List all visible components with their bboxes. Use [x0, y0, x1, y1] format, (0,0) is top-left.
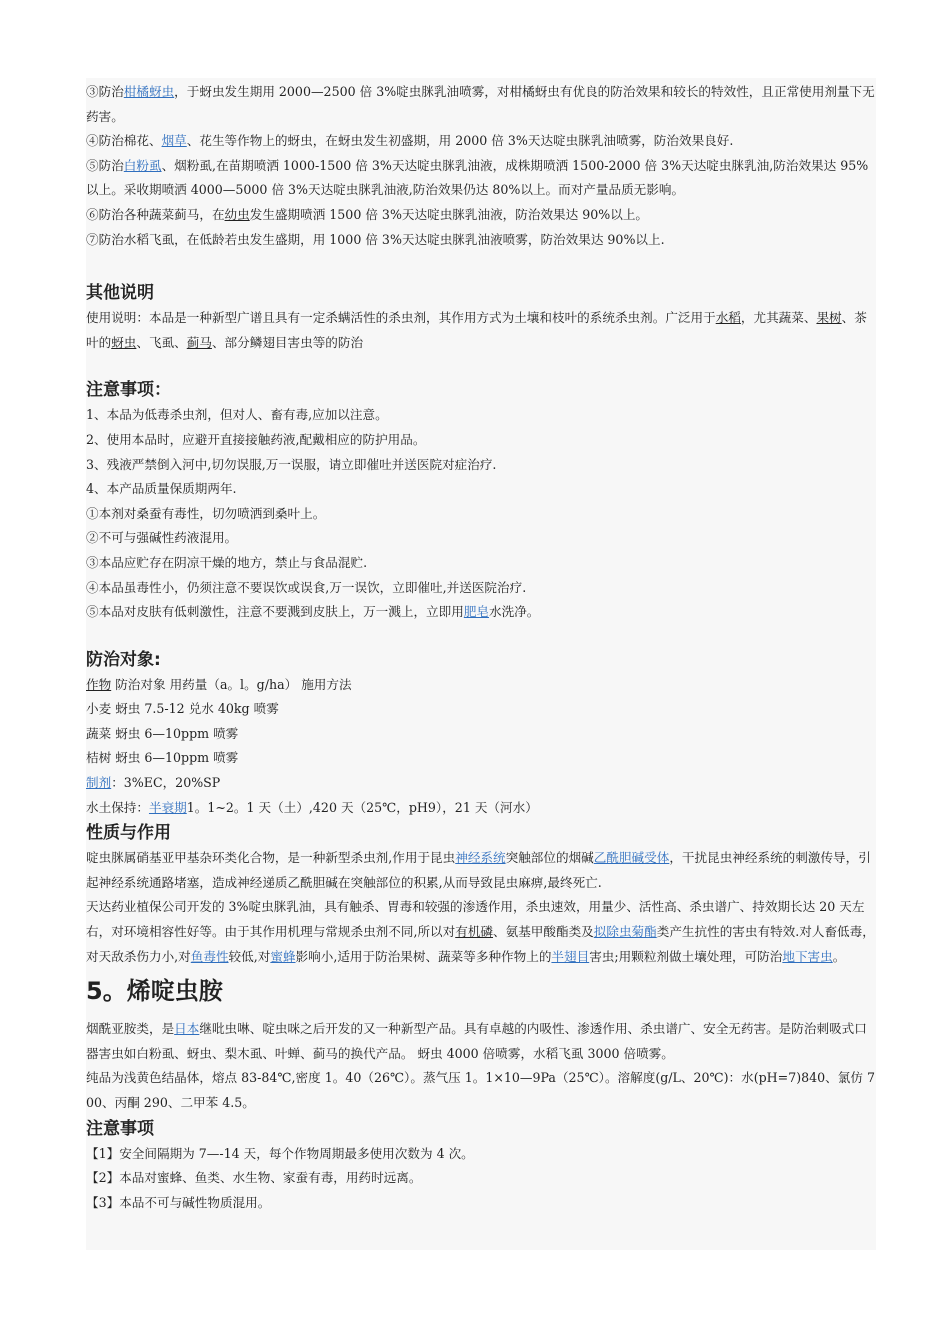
text-run: 桔树 蚜虫 6—10ppm 喷雾	[86, 750, 239, 766]
text-run: ：3%EC，20%SP	[111, 775, 221, 791]
section-cautions-2	[86, 1116, 876, 1216]
hyperlink[interactable]: 半翅目	[551, 948, 590, 964]
hyperlink[interactable]: 肥皂	[463, 604, 489, 620]
paragraph	[86, 846, 876, 895]
hyperlink[interactable]: 乙酰胆碱受体	[593, 850, 670, 866]
paragraph	[86, 746, 876, 771]
text-run: 、茶叶的	[86, 310, 867, 350]
text-run: 啶虫脒属硝基亚甲基杂环类化合物，是一种新型杀虫剂,作用于昆虫	[86, 850, 456, 866]
underlined-term: 作物	[86, 676, 112, 692]
underlined-term: 幼虫	[224, 206, 250, 222]
heading-cautions: 注意事项：	[86, 380, 171, 401]
underlined-term: 有机磷	[455, 924, 494, 940]
section-cautions	[86, 377, 876, 624]
section-nature	[86, 820, 876, 969]
hyperlink[interactable]: 半衰期	[148, 799, 187, 815]
paragraph	[86, 1166, 876, 1191]
text-run: 4、本产品质量保质期两年.	[86, 481, 237, 497]
text-run: 继吡虫啉、啶虫咪之后开发的又一种新型产品。具有卓越的内吸性、渗透作用、杀虫谱广、安全无药害。是防治刺吸式口器害虫如白粉虱、蚜虫、梨木虱、叶蝉、蓟马的换代产品。 蚜虫 4000 倍喷雾，水稻飞虱 3000 倍喷雾。	[86, 1021, 867, 1061]
paragraph	[86, 306, 876, 355]
text-run: 发生盛期喷洒 1500 倍 3%天达啶虫脒乳油液，防治效果达 90%以上。	[249, 206, 649, 222]
paragraph	[86, 796, 876, 821]
hyperlink[interactable]: 鱼毒性	[190, 948, 229, 964]
paragraph	[86, 771, 876, 796]
paragraph	[86, 600, 876, 625]
text-run: 、部分鳞翅目害虫等的防治	[211, 334, 364, 350]
text-run: 类产生抗性的害虫有特效.对人畜低毒，对天敌杀伤力小,对	[86, 924, 875, 964]
text-run: 【3】本品不可与碱性物质混用。	[86, 1194, 271, 1210]
paragraph	[86, 453, 876, 478]
paragraph	[86, 576, 876, 601]
paragraph	[86, 403, 876, 428]
underlined-term: 果树	[816, 310, 842, 326]
text-run: ⑤本品对皮肤有低刺激性，注意不要溅到皮肤上，万一溅上，立即用	[86, 604, 464, 620]
text-run: 、飞虱、	[136, 334, 187, 350]
hyperlink[interactable]: 拟除虫菊酯	[593, 924, 657, 940]
document-content	[86, 78, 876, 1215]
underlined-term: 水稻	[715, 310, 741, 326]
text-run: 突触部位的烟碱	[505, 850, 594, 866]
paragraph	[86, 477, 876, 502]
paragraph	[86, 551, 876, 576]
text-run: ，于蚜虫发生期用 2000—2500 倍 3%啶虫脒乳油喷雾，对柑橘蚜虫有优良的防治效果和较长的特效性，且正常使用剂量下无药害。	[86, 84, 875, 124]
paragraph	[86, 502, 876, 527]
text-run: 。	[832, 948, 846, 964]
section-usage-continued	[86, 78, 876, 252]
text-run: 、氨基甲酸酯类及	[493, 924, 594, 940]
underlined-term: 蚜虫	[111, 334, 137, 350]
text-run: ，尤其蔬菜、	[740, 310, 817, 326]
hyperlink[interactable]: 制剂	[86, 775, 112, 791]
paragraph	[86, 895, 876, 969]
heading-nitenpyram: 5。烯啶虫胺	[86, 977, 223, 1006]
hyperlink[interactable]: 柑橘蚜虫	[123, 84, 175, 99]
paragraph	[86, 1191, 876, 1216]
underlined-term: 蓟马	[186, 334, 212, 350]
paragraph	[86, 1066, 876, 1115]
paragraph	[86, 129, 876, 154]
text-run: 烟酰亚胺类，是	[86, 1021, 175, 1037]
text-run: 1。1~2。1 天（土）,420 天（25℃，pH9），21 天（河水）	[186, 799, 538, 815]
text-run: 天达药业植保公司开发的 3%啶虫脒乳油，具有触杀、胃毒和较强的渗透作用，杀虫速效，用量少、活性高、杀虫谱广、持效期长达 20 天左右，对环境相容性好等。由于其作用机理与常规杀虫剂不同,所以对	[86, 899, 865, 940]
text-run: 【2】本品对蜜蜂、鱼类、水生物、家蚕有毒，用药时远离。	[86, 1170, 422, 1186]
text-run: 纯品为浅黄色结晶体，熔点 83-84℃,密度 1。40（26℃）。蒸气压 1。1×10—9Pa（25℃）。溶解度(g/L、20℃)：水(pH=7)840、氯仿 700、丙酮 290、二甲苯 4.5。	[86, 1070, 875, 1110]
paragraph	[86, 428, 876, 453]
hyperlink[interactable]: 地下害虫	[782, 948, 833, 964]
text-run: 1、本品为低毒杀虫剂，但对人、畜有毒,应加以注意。	[86, 407, 388, 423]
heading-other-notes: 其他说明	[86, 283, 154, 304]
document-page	[86, 78, 876, 1250]
paragraph	[86, 526, 876, 551]
text-run: ④防治棉花、	[86, 133, 162, 149]
heading-cautions-2: 注意事项	[86, 1118, 154, 1139]
hyperlink[interactable]: 白粉虱	[123, 157, 162, 173]
heading-targets: 防治对象:	[86, 649, 161, 670]
section-nitenpyram	[86, 973, 876, 1115]
text-run: 水洗净。	[489, 604, 540, 620]
text-run: ，干扰昆虫神经系统的刺激传导，引起神经系统通路堵塞，造成神经递质乙酰胆碱在突触部位的积累,从而导致昆虫麻痹,最终死亡.	[86, 850, 871, 890]
paragraph	[86, 154, 876, 203]
paragraph	[86, 697, 876, 722]
hyperlink[interactable]: 日本	[174, 1021, 200, 1037]
text-run: 、烟粉虱,在苗期喷洒 1000-1500 倍 3%天达啶虫脒乳油液，成株期喷洒 1500-2000 倍 3%天达啶虫脒乳油,防治效果达 95%以上。采收期喷洒 4000—5000 倍 3%天达啶虫脒乳油液,防治效果仍达 80%以上。而对产量品质无影响。	[86, 157, 869, 198]
paragraph	[86, 673, 876, 698]
text-run: ③防治	[86, 84, 124, 99]
paragraph	[86, 722, 876, 747]
paragraph	[86, 1142, 876, 1167]
text-run: 小麦 蚜虫 7.5-12 兑水 40kg 喷雾	[86, 701, 279, 717]
text-run: 防治对象 用药量（a。l。g/ha） 施用方法	[111, 676, 352, 692]
text-run: ⑤防治	[86, 157, 124, 173]
text-run: ①本剂对桑蚕有毒性，切勿喷洒到桑叶上。	[86, 505, 326, 521]
text-run: 较低,对	[228, 948, 271, 964]
text-run: 使用说明：本品是一种新型广谱且具有一定杀螨活性的杀虫剂，其作用方式为土壤和枝叶的系统杀虫剂。广泛用于	[86, 310, 716, 326]
text-run: 害虫;用颗粒剂做土壤处理，可防治	[589, 948, 783, 964]
text-run: 2、使用本品时，应避开直接接触药液,配戴相应的防护用品。	[86, 431, 426, 447]
paragraph	[86, 228, 876, 253]
heading-nature: 性质与作用	[86, 823, 171, 844]
text-run: ⑥防治各种蔬菜蓟马，在	[86, 206, 225, 222]
text-run: 蔬菜 蚜虫 6—10ppm 喷雾	[86, 725, 239, 741]
text-run: 影响小,适用于防治果树、蔬菜等多种作物上的	[295, 948, 552, 964]
text-run: ⑦防治水稻飞虱，在低龄若虫发生盛期，用 1000 倍 3%天达啶虫脒乳油液喷雾，防治效果达 90%以上.	[86, 231, 665, 247]
paragraph	[86, 80, 876, 129]
text-run: ③本品应贮存在阴凉干燥的地方，禁止与食品混贮.	[86, 554, 368, 570]
text-run: ②不可与强碱性药液混用。	[86, 530, 238, 546]
text-run: 水土保持：	[86, 799, 149, 815]
hyperlink[interactable]: 神经系统	[455, 850, 506, 866]
text-run: ④本品虽毒性小，仍须注意不要误饮或误食,万一误饮，立即催吐,并送医院治疗.	[86, 579, 527, 595]
section-other-notes	[86, 280, 876, 355]
section-targets	[86, 647, 876, 821]
text-run: 、花生等作物上的蚜虫，在蚜虫发生初盛期，用 2000 倍 3%天达啶虫脒乳油喷雾，防治效果良好.	[186, 133, 734, 149]
paragraph	[86, 1017, 876, 1066]
text-run: 【1】安全间隔期为 7—-14 天，每个作物周期最多使用次数为 4 次。	[86, 1145, 474, 1161]
paragraph	[86, 203, 876, 228]
hyperlink[interactable]: 烟草	[161, 133, 187, 149]
text-run: 3、残液严禁倒入河中,切勿误服,万一误服，请立即催吐并送医院对症治疗.	[86, 456, 497, 472]
hyperlink[interactable]: 蜜蜂	[270, 948, 296, 964]
